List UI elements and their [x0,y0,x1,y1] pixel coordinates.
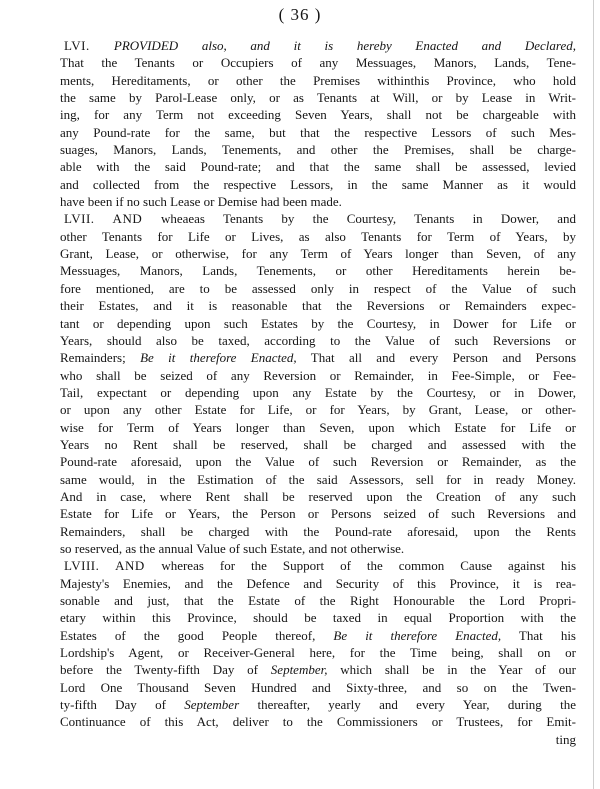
text-line [60,661,576,678]
text-run: Estates of the good People thereof, [60,627,334,643]
text-line [60,557,576,574]
text-line [60,349,576,366]
text-run: who shall be seized of any Reversion or Remainder, in Fee-Simple, or Fee- [60,367,576,383]
text-run: so reserved, as the annual Value of such Estate, and not otherwise. [60,540,405,556]
text-run: ing, for any Term not exceeding Seven Years, shall not be chargeable with [60,107,576,123]
text-line [60,124,576,141]
text-line [60,245,576,262]
text-run: fore mentioned, are to be assessed only in respect of the Value of such [60,280,576,296]
text-run: Be it therefore Enacted, [333,627,502,643]
text-line [60,297,576,314]
text-line [60,141,576,158]
text-line [60,731,576,748]
text-line [60,488,576,505]
text-run: able with the said Pound-rate; and that the same shall be assessed, levied [60,159,576,175]
text-run: Years no Rent shall be reserved, shall be charged and assessed with the [60,436,576,452]
text-run: September [184,697,240,713]
text-line [60,228,576,245]
text-run: That all and every Person and Persons [296,350,577,366]
text-line [60,436,576,453]
text-line [60,471,576,488]
section-paragraph [60,210,576,557]
text-line [60,419,576,436]
text-run: LVII. AND [64,211,161,227]
text-line [60,401,576,418]
text-line [60,176,576,193]
text-run: Tail, expectant or depending upon any Estate by the Courtesy, or in Dower, [60,384,576,400]
text-line [60,72,576,89]
text-line [60,280,576,297]
text-line [60,627,576,644]
text-run: wheaeas Tenants by the Courtesy, Tenants in Dower, and [160,211,577,227]
text-run: PROVIDED [113,38,202,53]
text-run: Majesty's Enemies, and the Defence and Security of this Province, it is rea- [60,575,576,591]
text-line [60,210,576,227]
text-line [60,193,576,210]
text-run: thereafter, yearly and every Year, during the [239,697,577,713]
page-number: ( 36 ) [278,5,322,24]
text-run: sonable and just, that the Estate of the Right Honourable the Lord Propri- [60,593,576,608]
text-line [60,575,576,592]
text-run: suages, Manors, Lands, Tenements, and other the Premises, shall be charge- [60,142,576,158]
text-run: whereas for the Support of the common Cause against his [161,558,577,574]
text-run: Lord One Thousand Seven Hundred and Sixty-three, and so on the Twen- [60,679,576,695]
text-line [60,505,576,522]
text-line [60,696,576,713]
text-run: tant or depending upon such Estates by the Courtesy, in Dower for Life or [60,315,576,331]
text-run: or upon any other Estate for Life, or for Years, by Grant, Lease, or other- [60,402,576,418]
text-run: etary within this Province, should be taxed in equal Proportion with the [60,610,576,626]
text-run: Remainders, shall be charged with the Pound-rate aforesaid, upon the Rents [60,523,576,539]
text-line [60,106,576,123]
text-line [60,523,576,540]
text-run: Years, should also be taxed, according to the Value of such Reversions or [60,332,576,348]
text-run: and collected from the respective Lessors, in the same Manner as it would [60,176,576,192]
text-line [60,644,576,661]
text-run: other Tenants for Life or Lives, as also Tenants for Term of Years, by [60,228,576,244]
text-line [60,89,576,106]
text-line [60,332,576,349]
text-line [60,262,576,279]
page-edge-shadow [593,0,594,789]
text-run: LVI. [64,38,114,53]
text-run: wise for Term of Years longer than Seven, upon which Estate for Life or [60,419,576,435]
text-run: Pound-rate aforesaid, upon the Value of such Reversion or Remainder, as the [60,454,576,470]
text-line [60,367,576,384]
text-run: Estate for Life or Years, the Person or Persons seized of such Reversions and [60,506,576,522]
body-text [60,37,576,748]
text-line [60,679,576,696]
text-run: That the Tenants or Occupiers of any Messuages, Manors, Lands, Tene- [60,55,576,71]
text-line [60,384,576,401]
text-run: Messuages, Manors, Lands, Tenements, or other Hereditaments herein be- [60,263,576,279]
text-run: Grant, Lease, or otherwise, for any Term of Years longer than Seven, of any [60,246,576,262]
section-paragraph [60,557,576,748]
text-line [60,609,576,626]
text-run: their Estates, and it is reasonable that the Reversions or Remainders expec- [60,298,576,314]
text-run: any Pound-rate for the same, but that the respective Lessors of such Mes- [60,124,576,140]
text-run: ty-fifth Day of [60,697,185,713]
text-run: also, and it is hereby Enacted and Declared, [201,38,576,53]
text-line [60,37,576,54]
text-line [60,158,576,175]
text-line [60,54,576,71]
text-run: September, [270,662,328,678]
text-run: That his [501,627,576,643]
text-run: LVIII. AND [64,558,162,574]
text-run: before the Twenty-fifth Day of [60,662,271,678]
text-run: ments, Hereditaments, or other the Premises withinthis Province, who hold [60,72,576,88]
section-paragraph [60,37,576,210]
text-run: have been if no such Lease or Demise had been made. [60,194,342,210]
text-run: ting [555,731,576,747]
text-run: Lordship's Agent, or Receiver-General here, for the Time being, shall on or [60,645,576,661]
text-run: Continuance of this Act, deliver to the Commissioners or Trustees, for Emit- [60,714,576,730]
text-line [60,713,576,730]
text-line [60,315,576,332]
text-run: the same by Parol-Lease only, or as Tenants at Will, or by Lease in Writ- [60,90,576,106]
text-run: which shall be in the Year of our [327,662,577,678]
text-line [60,453,576,470]
text-run: Be it therefore Enacted, [140,350,297,366]
text-run: And in case, where Rent shall be reserved upon the Creation of any such [60,488,576,504]
text-run: same would, in the Estimation of the said Assessors, sell for in ready Money. [60,471,576,487]
text-line [60,540,576,557]
text-line [60,592,576,609]
text-run: Remainders; [60,350,141,366]
